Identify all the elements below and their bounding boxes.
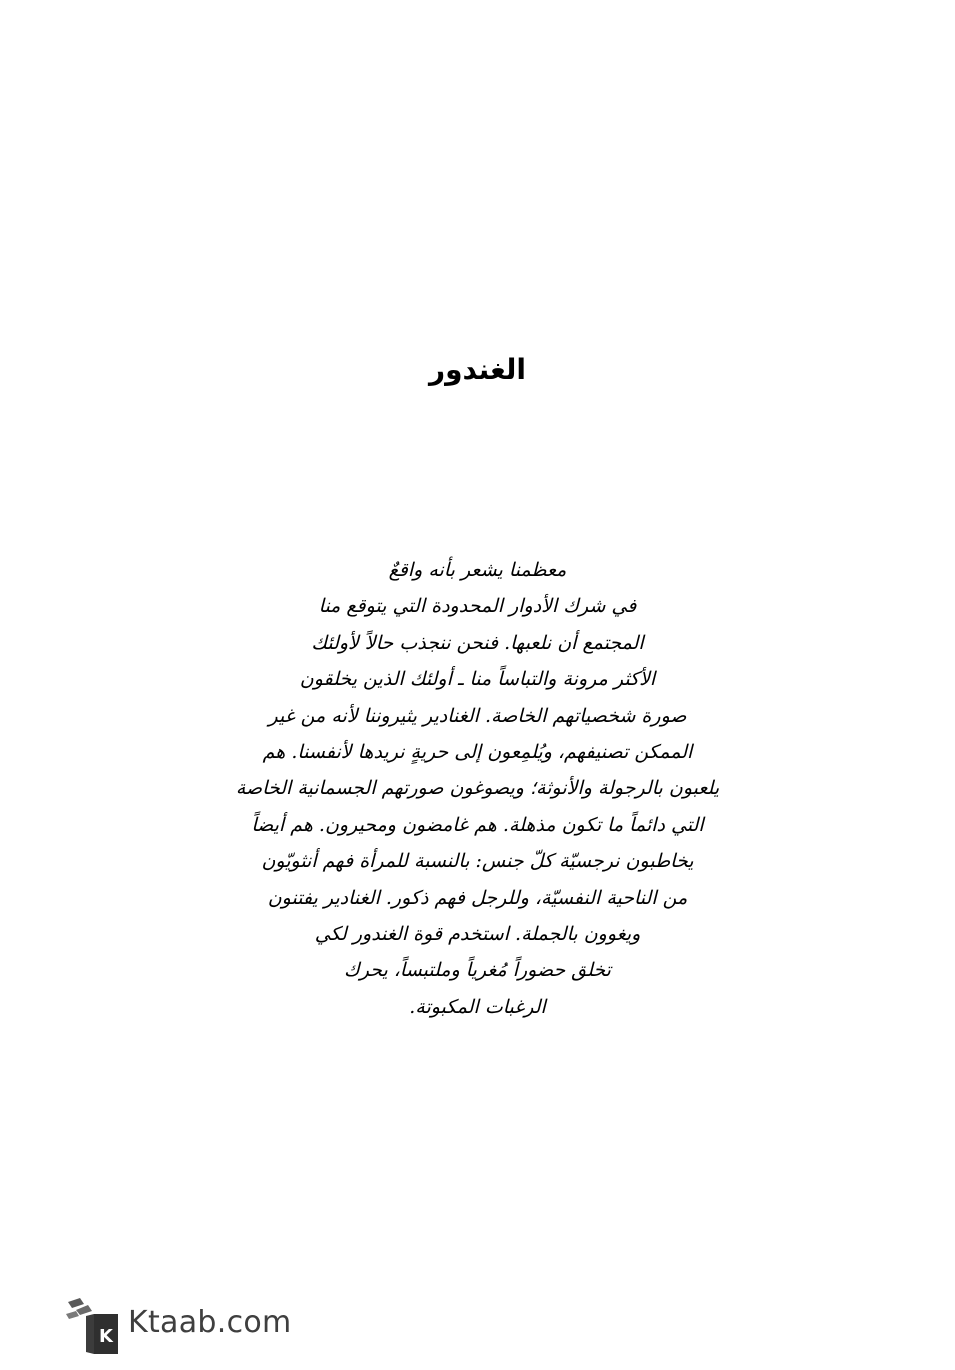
page-title: الغندور: [428, 353, 527, 386]
epigraph-line: صورة شخصياتهم الخاصة. الغنادير يثيروننا لأنه من غير: [268, 704, 687, 727]
epigraph-line: يلعبون بالرجولة والأنوثة؛ ويصوغون صورتهم الجسمانية الخاصة: [235, 777, 720, 800]
ktaab-logo[interactable]: [64, 1288, 292, 1356]
epigraph-line: من الناحية النفسيّة، وللرجل فهم ذكور. الغنادير يفتنون: [267, 886, 688, 909]
epigraph-line: التي دائماً ما تكون مذهلة. هم غامضون ومحيرون. هم أيضاً: [251, 813, 704, 836]
epigraph-line: يخاطبون نرجسيّة كلّ جنس: بالنسبة للمرأة فهم أنثويّون: [261, 850, 694, 873]
epigraph-line: المجتمع أن نلعبها. فنحن ننجذب حالاً لأولئك: [311, 631, 644, 654]
epigraph-line: ويغوون بالجملة. استخدم قوة الغندور لكي: [314, 922, 641, 945]
epigraph-line: معظمنا يشعر بأنه واقعٌ: [388, 559, 567, 581]
epigraph-line: الأكثر مرونة والتباساً منا ـ أولئك الذين يخلقون: [299, 668, 656, 691]
epigraph-line: الرغبات المكبوتة.: [409, 995, 546, 1018]
epigraph-line: في شرك الأدوار المحدودة التي يتوقع منا: [318, 595, 637, 618]
epigraph-line: الممكن تصنيفهم، ويُلمِعون إلى حريةٍ نريدها لأنفسنا. هم: [262, 740, 693, 763]
logo-text: Ktaab.com: [128, 1305, 292, 1340]
epigraph: [180, 552, 775, 1025]
book-logo-icon: [64, 1294, 120, 1356]
epigraph-line: تخلق حضوراً مُغرياً وملتبساً، يحرك: [344, 959, 611, 982]
logo-letter: K: [99, 1326, 113, 1347]
